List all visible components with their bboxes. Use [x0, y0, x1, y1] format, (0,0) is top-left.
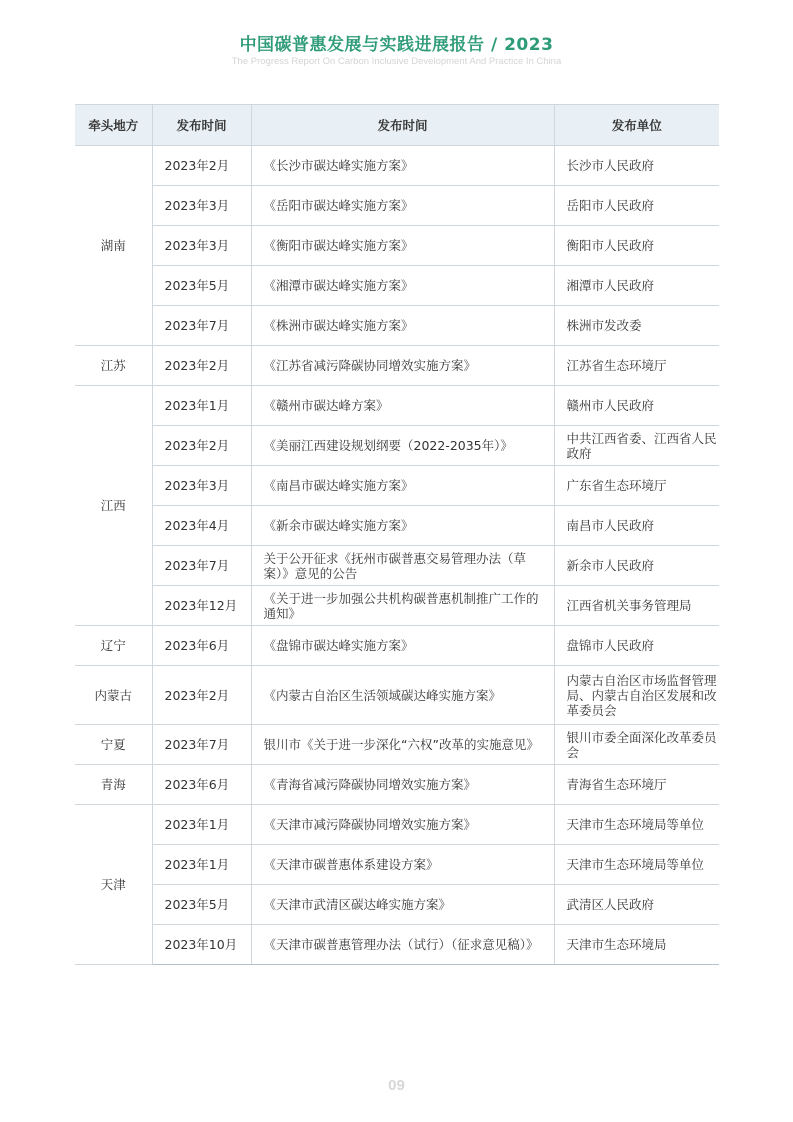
publisher-cell: 天津市生态环境局: [554, 925, 719, 965]
document-cell: 关于公开征求《抚州市碳普惠交易管理办法（草案）》意见的公告: [251, 546, 554, 586]
region-cell: 辽宁: [75, 626, 152, 666]
publisher-cell: 盘锦市人民政府: [554, 626, 719, 666]
date-cell: 2023年4月: [152, 506, 251, 546]
region-cell: 湖南: [75, 146, 152, 346]
publisher-cell: 衡阳市人民政府: [554, 226, 719, 266]
table-row: [75, 306, 719, 346]
document-cell: 《天津市碳普惠管理办法（试行）（征求意见稿）》: [251, 925, 554, 965]
publisher-cell: 新余市人民政府: [554, 546, 719, 586]
date-cell: 2023年1月: [152, 845, 251, 885]
publisher-cell: 广东省生态环境厅: [554, 466, 719, 506]
document-cell: 《青海省减污降碳协同增效实施方案》: [251, 765, 554, 805]
date-cell: 2023年12月: [152, 586, 251, 626]
date-cell: 2023年6月: [152, 765, 251, 805]
table-row: [75, 266, 719, 306]
table-row: [75, 186, 719, 226]
date-cell: 2023年5月: [152, 266, 251, 306]
publisher-cell: 赣州市人民政府: [554, 386, 719, 426]
date-cell: 2023年7月: [152, 546, 251, 586]
publisher-cell: 银川市委全面深化改革委员会: [554, 725, 719, 765]
document-cell: 《赣州市碳达峰方案》: [251, 386, 554, 426]
document-cell: 《湘潭市碳达峰实施方案》: [251, 266, 554, 306]
table-row: [75, 346, 719, 386]
date-cell: 2023年1月: [152, 805, 251, 845]
table-row: [75, 626, 719, 666]
document-cell: 《新余市碳达峰实施方案》: [251, 506, 554, 546]
date-cell: 2023年1月: [152, 386, 251, 426]
document-cell: 《内蒙古自治区生活领域碳达峰实施方案》: [251, 666, 554, 725]
document-cell: 《美丽江西建设规划纲要（2022-2035年）》: [251, 426, 554, 466]
document-cell: 《天津市减污降碳协同增效实施方案》: [251, 805, 554, 845]
region-cell: 江西: [75, 386, 152, 626]
publisher-cell: 中共江西省委、江西省人民政府: [554, 426, 719, 466]
date-cell: 2023年3月: [152, 186, 251, 226]
document-cell: 《衡阳市碳达峰实施方案》: [251, 226, 554, 266]
publisher-cell: 岳阳市人民政府: [554, 186, 719, 226]
table-row: [75, 386, 719, 426]
document-cell: 《长沙市碳达峰实施方案》: [251, 146, 554, 186]
date-cell: 2023年10月: [152, 925, 251, 965]
table-row: [75, 885, 719, 925]
publisher-cell: 长沙市人民政府: [554, 146, 719, 186]
date-cell: 2023年7月: [152, 725, 251, 765]
table-row: [75, 925, 719, 965]
document-cell: 《岳阳市碳达峰实施方案》: [251, 186, 554, 226]
table-header-row: [75, 105, 719, 146]
table-row: [75, 765, 719, 805]
publisher-cell: 天津市生态环境局等单位: [554, 805, 719, 845]
column-header-publisher: 发布单位: [554, 105, 719, 146]
date-cell: 2023年2月: [152, 426, 251, 466]
document-cell: 《江苏省减污降碳协同增效实施方案》: [251, 346, 554, 386]
region-cell: 内蒙古: [75, 666, 152, 725]
region-cell: 天津: [75, 805, 152, 965]
document-cell: 《南昌市碳达峰实施方案》: [251, 466, 554, 506]
publisher-cell: 内蒙古自治区市场监督管理局、内蒙古自治区发展和改革委员会: [554, 666, 719, 725]
publisher-cell: 湘潭市人民政府: [554, 266, 719, 306]
table-row: [75, 546, 719, 586]
table-row: [75, 226, 719, 266]
page-number: 09: [388, 1077, 405, 1094]
publisher-cell: 青海省生态环境厅: [554, 765, 719, 805]
report-subtitle: The Progress Report On Carbon Inclusive Development And Practice In China: [231, 56, 562, 67]
date-cell: 2023年3月: [152, 466, 251, 506]
document-cell: 《天津市碳普惠体系建设方案》: [251, 845, 554, 885]
table-row: [75, 146, 719, 186]
date-cell: 2023年7月: [152, 306, 251, 346]
table-row: [75, 506, 719, 546]
table-row: [75, 725, 719, 765]
publisher-cell: 天津市生态环境局等单位: [554, 845, 719, 885]
publisher-cell: 南昌市人民政府: [554, 506, 719, 546]
table-row: [75, 666, 719, 725]
document-cell: 《盘锦市碳达峰实施方案》: [251, 626, 554, 666]
table-row: [75, 586, 719, 626]
date-cell: 2023年2月: [152, 146, 251, 186]
table-row: [75, 426, 719, 466]
report-title: 中国碳普惠发展与实践进展报告 / 2023: [239, 35, 554, 55]
document-cell: 《株洲市碳达峰实施方案》: [251, 306, 554, 346]
date-cell: 2023年2月: [152, 346, 251, 386]
date-cell: 2023年5月: [152, 885, 251, 925]
date-cell: 2023年2月: [152, 666, 251, 725]
table-row: [75, 805, 719, 845]
document-cell: 《天津市武清区碳达峰实施方案》: [251, 885, 554, 925]
date-cell: 2023年6月: [152, 626, 251, 666]
table-row: [75, 845, 719, 885]
document-cell: 《关于进一步加强公共机构碳普惠机制推广工作的通知》: [251, 586, 554, 626]
region-cell: 宁夏: [75, 725, 152, 765]
document-cell: 银川市《关于进一步深化“六权”改革的实施意见》: [251, 725, 554, 765]
policy-table: [75, 104, 719, 965]
region-cell: 江苏: [75, 346, 152, 386]
publisher-cell: 江苏省生态环境厅: [554, 346, 719, 386]
date-cell: 2023年3月: [152, 226, 251, 266]
publisher-cell: 株洲市发改委: [554, 306, 719, 346]
publisher-cell: 武清区人民政府: [554, 885, 719, 925]
region-cell: 青海: [75, 765, 152, 805]
column-header-document: 发布时间: [251, 105, 554, 146]
column-header-region: 牵头地方: [75, 105, 152, 146]
column-header-date: 发布时间: [152, 105, 251, 146]
table-row: [75, 466, 719, 506]
publisher-cell: 江西省机关事务管理局: [554, 586, 719, 626]
